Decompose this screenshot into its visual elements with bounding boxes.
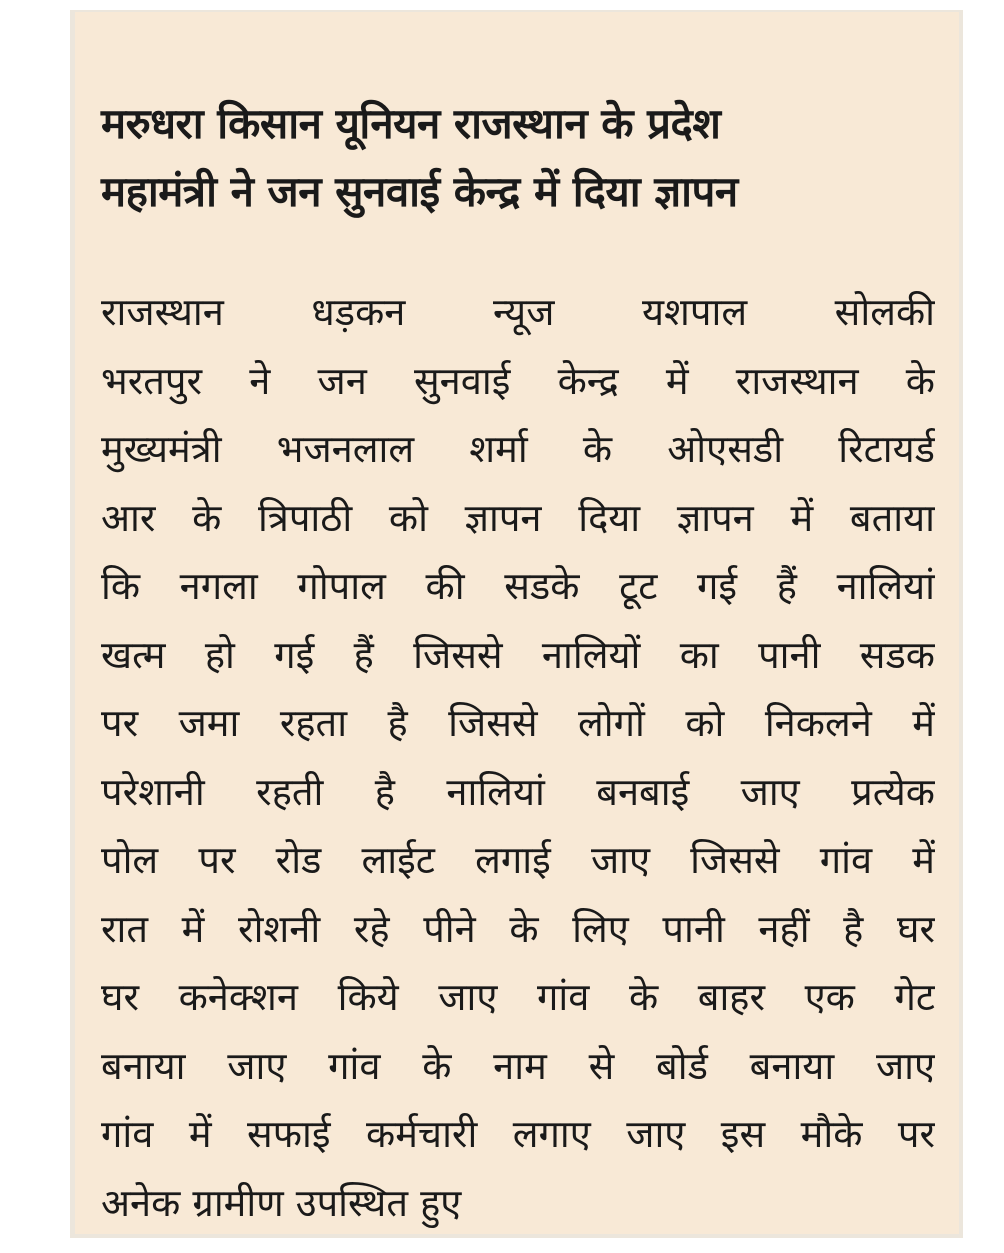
body-line: कि नगला गोपाल की सडके टूट गई हैं नालियां xyxy=(101,564,935,608)
body-line: बनाया जाए गांव के नाम से बोर्ड बनाया जाए xyxy=(101,1043,935,1088)
body-line: खत्म हो गई हैं जिससे नालियों का पानी सडक xyxy=(101,632,935,677)
news-clipping xyxy=(75,12,959,1234)
body-line: गांव में सफाई कर्मचारी लगाए जाए इस मौके पर xyxy=(101,1112,935,1156)
body-line: राजस्थान धड़कन न्यूज यशपाल सोलकी xyxy=(101,290,935,334)
headline-line: महामंत्री ने जन सुनवाई केन्द्र में दिया ज्ञापन xyxy=(101,167,738,216)
body-line: पर जमा रहता है जिससे लोगों को निकलने में xyxy=(101,701,935,745)
body-line: पोल पर रोड लाईट लगाई जाए जिससे गांव में xyxy=(101,838,935,882)
body-line: परेशानी रहती है नालियां बनबाई जाए प्रत्येक xyxy=(101,769,935,814)
body-line: भरतपुर ने जन सुनवाई केन्द्र में राजस्थान के xyxy=(101,358,935,403)
body-line: आर के त्रिपाठी को ज्ञापन दिया ज्ञापन में बताया xyxy=(101,495,935,540)
headline xyxy=(101,90,935,226)
body-line: अनेक ग्रामीण उपस्थित हुए xyxy=(101,1180,462,1225)
article-body xyxy=(101,278,935,1237)
headline-line: मरुधरा किसान यूनियन राजस्थान के प्रदेश xyxy=(101,99,721,148)
body-line: मुख्यमंत्री भजनलाल शर्मा के ओएसडी रिटायर्ड xyxy=(101,427,935,471)
body-line: घर कनेक्शन किये जाए गांव के बाहर एक गेट xyxy=(101,975,935,1019)
body-line: रात में रोशनी रहे पीने के लिए पानी नहीं है घर xyxy=(101,906,935,951)
